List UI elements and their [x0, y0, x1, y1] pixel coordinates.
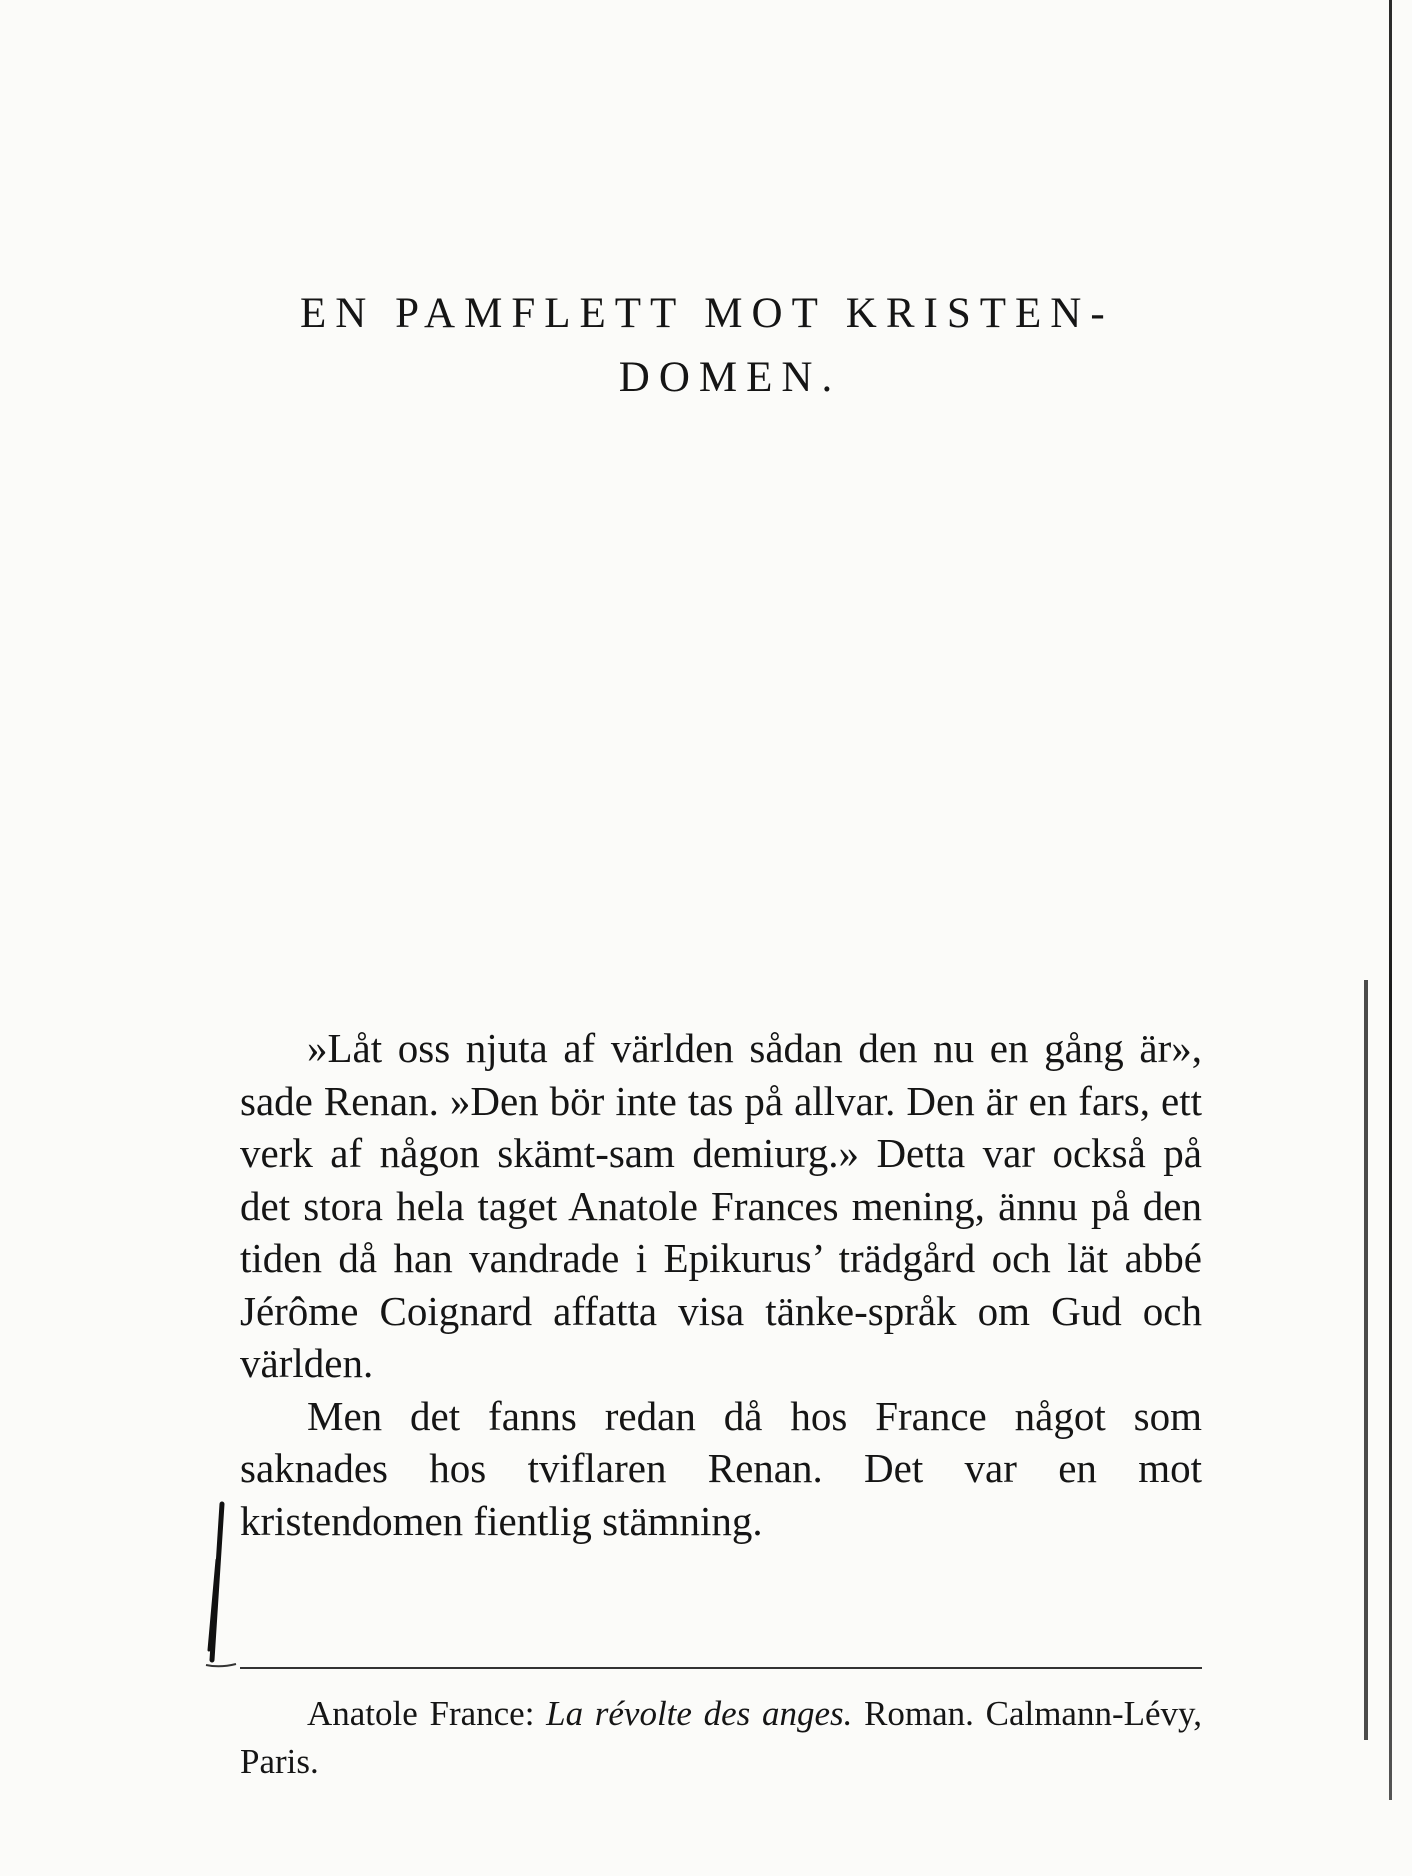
- paragraph-1: »Låt oss njuta af världen sådan den nu en gång är», sade Renan. »Den bör inte tas på allvar. Den är en fars, ett verk af någon skämt-sam demiurg.» Detta var också på det stora hela taget Anatole Frances mening, ännu på den tiden då han vandrade i Epikurus’ trädgård och lät abbé Jérôme Coignard affatta visa tänke-språk om Gud och världen.: [240, 1025, 1202, 1386]
- handwritten-margin-mark: [200, 1500, 240, 1670]
- page-edge-shadow: [1364, 980, 1368, 1740]
- footnote: [240, 1690, 1202, 1786]
- footnote-divider: [240, 1667, 1202, 1669]
- footnote-title: La révolte des anges.: [546, 1694, 853, 1733]
- footnote-author: Anatole France:: [307, 1694, 535, 1733]
- footnote-publisher: Roman. Calmann-Lévy, Paris.: [240, 1694, 1203, 1781]
- paragraph-2: Men det fanns redan då hos France något som saknades hos tviflaren Renan. Det var en mot kristendomen fientlig stämning.: [240, 1392, 1202, 1544]
- heading-line-1: EN PAMFLETT MOT KRISTEN-: [300, 290, 1114, 337]
- body-text: [240, 1022, 1202, 1547]
- chapter-heading: [300, 282, 1160, 410]
- page-edge-line: [1389, 0, 1392, 1800]
- heading-line-2: DOMEN.: [618, 354, 842, 401]
